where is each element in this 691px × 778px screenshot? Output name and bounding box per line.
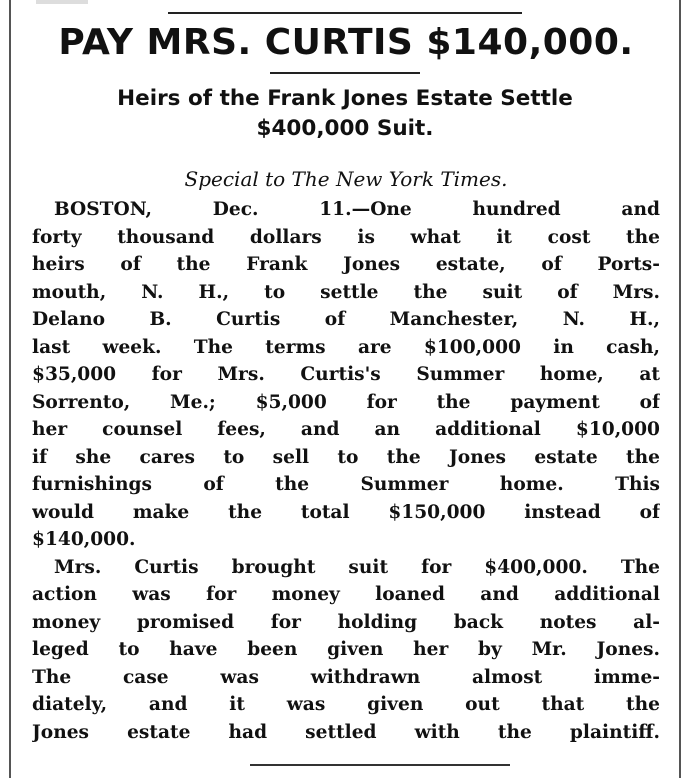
dateline: Special to The New York Times. — [184, 167, 508, 191]
text-line: action was for money loaned and additional — [32, 584, 660, 605]
headline-top-rule — [168, 12, 522, 14]
column-rule-left — [9, 0, 11, 778]
subheadline-line: $400,000 Suit. — [256, 116, 434, 141]
subheadline — [20, 84, 670, 144]
text-line: if she cares to sell to the Jones estate the — [32, 446, 660, 468]
text-line: furnishings of the Summer home. This — [32, 474, 660, 495]
text-line: forty thousand dollars is what it cost the — [32, 226, 660, 248]
subheadline-line: Heirs of the Frank Jones Estate Settle — [117, 86, 573, 111]
text-line: money promised for holding back notes al- — [32, 611, 660, 633]
text-line: leged to have been given her by Mr. Jones. — [32, 639, 660, 660]
paragraph — [32, 196, 660, 554]
text-line: The case was withdrawn almost imme- — [32, 666, 660, 688]
text-line: $35,000 for Mrs. Curtis's Summer home, at — [32, 364, 660, 385]
torn-edge-fragment — [36, 0, 88, 4]
article-body — [32, 196, 660, 746]
paragraph — [32, 554, 660, 747]
text-line: would make the total $150,000 instead of — [32, 501, 660, 523]
text-line: heirs of the Frank Jones estate, of Ports- — [32, 254, 660, 275]
text-line: Sorrento, Me.; $5,000 for the payment of — [32, 391, 660, 413]
text-line: mouth, N. H., to settle the suit of Mrs. — [32, 281, 660, 303]
bottom-rule — [250, 764, 510, 766]
text-line: BOSTON, Dec. 11.—One hundred and — [54, 199, 660, 220]
column-rule-right — [679, 0, 681, 778]
text-line: Mrs. Curtis brought suit for $400,000. The — [54, 556, 660, 578]
text-line: diately, and it was given out that the — [32, 694, 660, 715]
text-line: last week. The terms are $100,000 in cash, — [32, 336, 660, 358]
headline-rule — [270, 72, 420, 74]
text-line: $140,000. — [32, 529, 136, 550]
text-line: Jones estate had settled with the plaintiff. — [32, 721, 660, 743]
headline: PAY MRS. CURTIS $140,000. — [58, 22, 634, 63]
text-line: her counsel fees, and an additional $10,000 — [32, 419, 660, 440]
text-line: Delano B. Curtis of Manchester, N. H., — [32, 309, 660, 330]
